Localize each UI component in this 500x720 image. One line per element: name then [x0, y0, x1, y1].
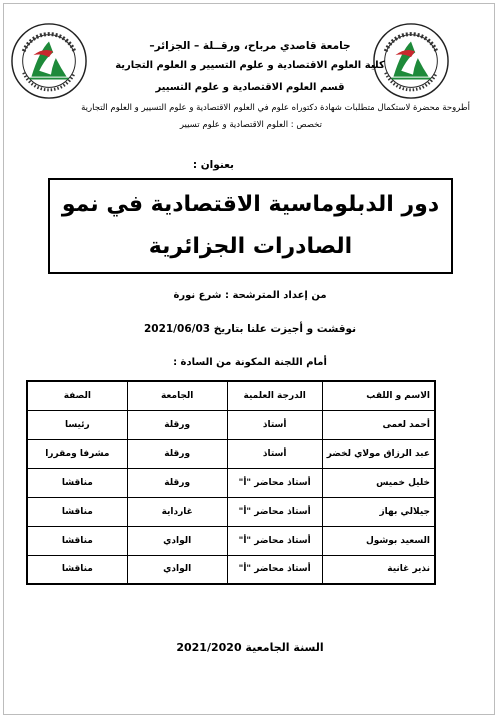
- academic-year: السنة الجامعية 2021/2020: [176, 641, 324, 654]
- jury-name-cell: نذير غانية: [322, 555, 435, 584]
- jury-university-cell: غارداية: [127, 497, 227, 526]
- candidate-line: من إعداد المترشحة : شرع نورة: [173, 290, 327, 301]
- jury-row: [27, 439, 435, 468]
- jury-rank-cell: أستاذ محاضر "أ": [227, 555, 322, 584]
- jury-role-cell: مناقشا: [27, 555, 127, 584]
- university-logo-left: [10, 22, 88, 100]
- jury-name-cell: عبد الرزاق مولاي لخضر: [322, 439, 435, 468]
- jury-row: [27, 555, 435, 584]
- jury-role-cell: مشرفا ومقررا: [27, 439, 127, 468]
- jury-label: أمام اللجنة المكونة من السادة :: [173, 357, 327, 368]
- jury-role-cell: مناقشا: [27, 526, 127, 555]
- jury-row: [27, 526, 435, 555]
- jury-university-cell: ورقلة: [127, 410, 227, 439]
- title-label: بعنوان :: [192, 159, 234, 171]
- jury-row: [27, 468, 435, 497]
- jury-university-cell: ورقلة: [127, 468, 227, 497]
- jury-row: [27, 410, 435, 439]
- jury-university-cell: الوادي: [127, 526, 227, 555]
- jury-header-cell: الدرجة العلمية: [227, 381, 322, 410]
- jury-role-cell: مناقشا: [27, 468, 127, 497]
- jury-rank-cell: أستاذ محاضر "أ": [227, 468, 322, 497]
- jury-role-cell: مناقشا: [27, 497, 127, 526]
- department-name: قسم العلوم الاقتصادية و علوم التسيير: [155, 82, 345, 93]
- jury-rank-cell: أستاذ: [227, 410, 322, 439]
- jury-rank-cell: أستاذ: [227, 439, 322, 468]
- jury-header-cell: الاسم و اللقب: [322, 381, 435, 410]
- jury-header-row: [27, 381, 435, 410]
- faculty-name: كلية العلوم الاقتصادية و علوم التسيير و العلوم التجارية: [115, 60, 385, 71]
- jury-name-cell: أحمد لعمى: [322, 410, 435, 439]
- jury-university-cell: الوادي: [127, 555, 227, 584]
- thesis-type: أطروحة محضرة لاستكمال متطلبات شهادة دكتوراه علوم في العلوم الاقتصادية و علوم التسيير و العلوم التجارية: [81, 103, 470, 113]
- jury-table: [26, 380, 436, 585]
- jury-header-cell: الصفة: [27, 381, 127, 410]
- university-name: جامعة قاصدي مرباح، ورقــلة – الجزائر–: [149, 40, 351, 52]
- specialty: تخصص : العلوم الاقتصادية و علوم تسيير: [179, 120, 322, 130]
- jury-rank-cell: أستاذ محاضر "أ": [227, 526, 322, 555]
- jury-header-cell: الجامعة: [127, 381, 227, 410]
- defense-date-line: نوقشت و أجيزت علنا بتاريخ 2021/06/03: [143, 323, 357, 335]
- jury-university-cell: ورقلة: [127, 439, 227, 468]
- jury-name-cell: السعيد بوشول: [322, 526, 435, 555]
- thesis-title: دور الدبلوماسية الاقتصادية في نمو الصادرات الجزائرية: [61, 192, 440, 259]
- thesis-title-box: [48, 178, 453, 274]
- jury-name-cell: خليل خميس: [322, 468, 435, 497]
- jury-rank-cell: أستاذ محاضر "أ": [227, 497, 322, 526]
- jury-row: [27, 497, 435, 526]
- jury-role-cell: رئيسا: [27, 410, 127, 439]
- jury-name-cell: جيلالي بهاز: [322, 497, 435, 526]
